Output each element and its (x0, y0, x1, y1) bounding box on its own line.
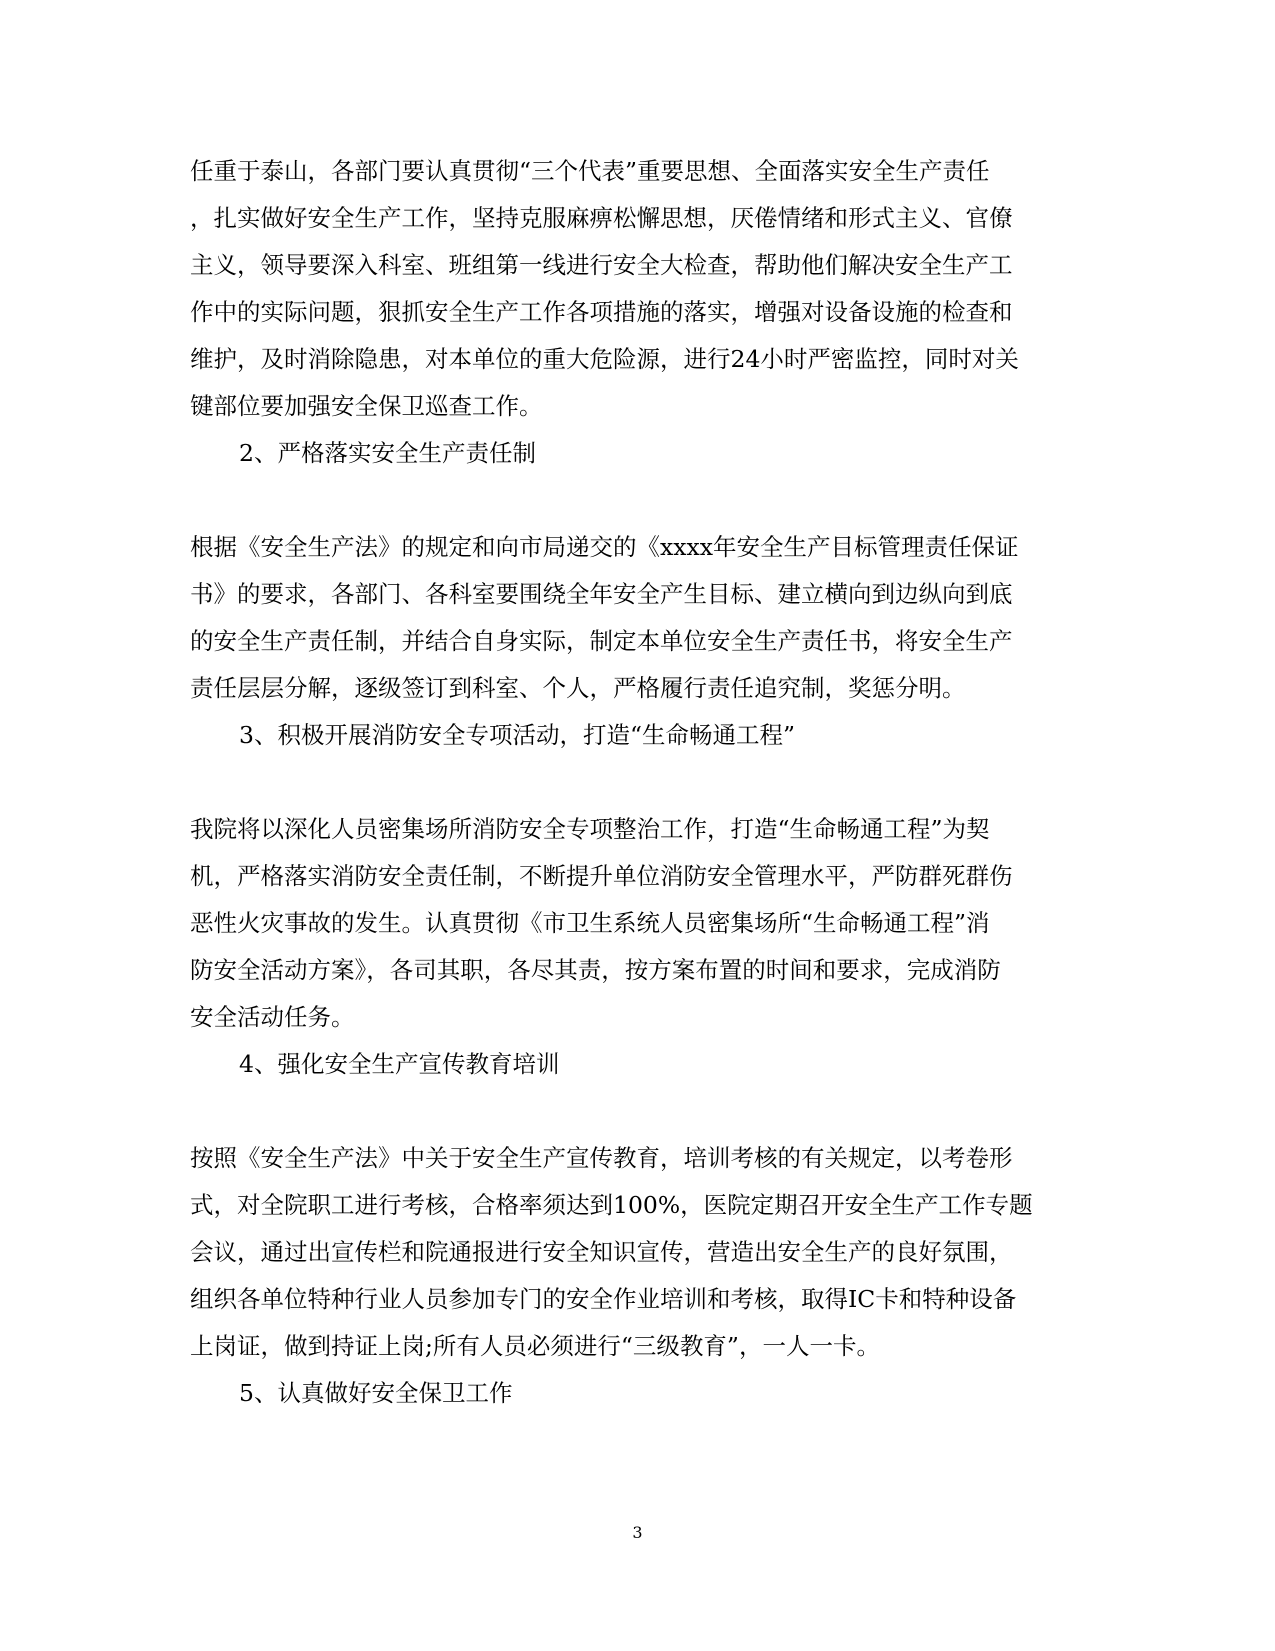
body-text-line: 书》的要求，各部门、各科室要围绕全年安全产生目标、建立横向到边纵向到底 (190, 580, 1013, 608)
section-heading: 2、严格落实安全生产责任制 (239, 439, 536, 467)
body-text-line: 根据《安全生产法》的规定和向市局递交的《xxxx年安全生产目标管理责任保证 (190, 533, 1019, 561)
body-text-line: 机，严格落实消防安全责任制，不断提升单位消防安全管理水平，严防群死群伤 (190, 862, 1013, 890)
section-heading: 5、认真做好安全保卫工作 (239, 1379, 513, 1407)
body-text-line: 作中的实际问题，狠抓安全生产工作各项措施的落实，增强对设备设施的检查和 (190, 298, 1013, 326)
body-text-line: 按照《安全生产法》中关于安全生产宣传教育，培训考核的有关规定，以考卷形 (190, 1144, 1013, 1172)
body-text-line: 式，对全院职工进行考核，合格率须达到100%，医院定期召开安全生产工作专题 (190, 1191, 1033, 1219)
body-text-line: 会议，通过出宣传栏和院通报进行安全知识宣传，营造出安全生产的良好氛围， (190, 1238, 1013, 1266)
body-text-line: 防安全活动方案》，各司其职，各尽其责，按方案布置的时间和要求，完成消防 (190, 956, 1001, 984)
body-text-line: 任重于泰山，各部门要认真贯彻“三个代表”重要思想、全面落实安全生产责任 (190, 157, 990, 185)
body-text-line: 责任层层分解，逐级签订到科室、个人，严格履行责任追究制，奖惩分明。 (190, 674, 966, 702)
body-text-line: ，扎实做好安全生产工作，坚持克服麻痹松懈思想，厌倦情绪和形式主义、官僚 (190, 204, 1013, 232)
body-text-line: 维护，及时消除隐患，对本单位的重大危险源，进行24小时严密监控，同时对关 (190, 345, 1019, 373)
body-text-line: 主义，领导要深入科室、班组第一线进行安全大检查，帮助他们解决安全生产工 (190, 251, 1013, 279)
page-number: 3 (632, 1523, 643, 1542)
body-text-line: 我院将以深化人员密集场所消防安全专项整治工作，打造“生命畅通工程”为契 (190, 815, 990, 843)
body-text-line: 键部位要加强安全保卫巡查工作。 (190, 392, 543, 420)
section-heading: 4、强化安全生产宣传教育培训 (239, 1050, 560, 1078)
body-text-line: 的安全生产责任制，并结合自身实际，制定本单位安全生产责任书，将安全生产 (190, 627, 1013, 655)
body-text-line: 上岗证，做到持证上岗;所有人员必须进行“三级教育”，一人一卡。 (190, 1332, 880, 1360)
body-text-line: 恶性火灾事故的发生。认真贯彻《市卫生系统人员密集场所“生命畅通工程”消 (190, 909, 990, 937)
body-text-line: 组织各单位特种行业人员参加专门的安全作业培训和考核，取得IC卡和特种设备 (190, 1285, 1017, 1313)
section-heading: 3、积极开展消防安全专项活动，打造“生命畅通工程” (239, 721, 795, 749)
body-text-line: 安全活动任务。 (190, 1003, 355, 1031)
